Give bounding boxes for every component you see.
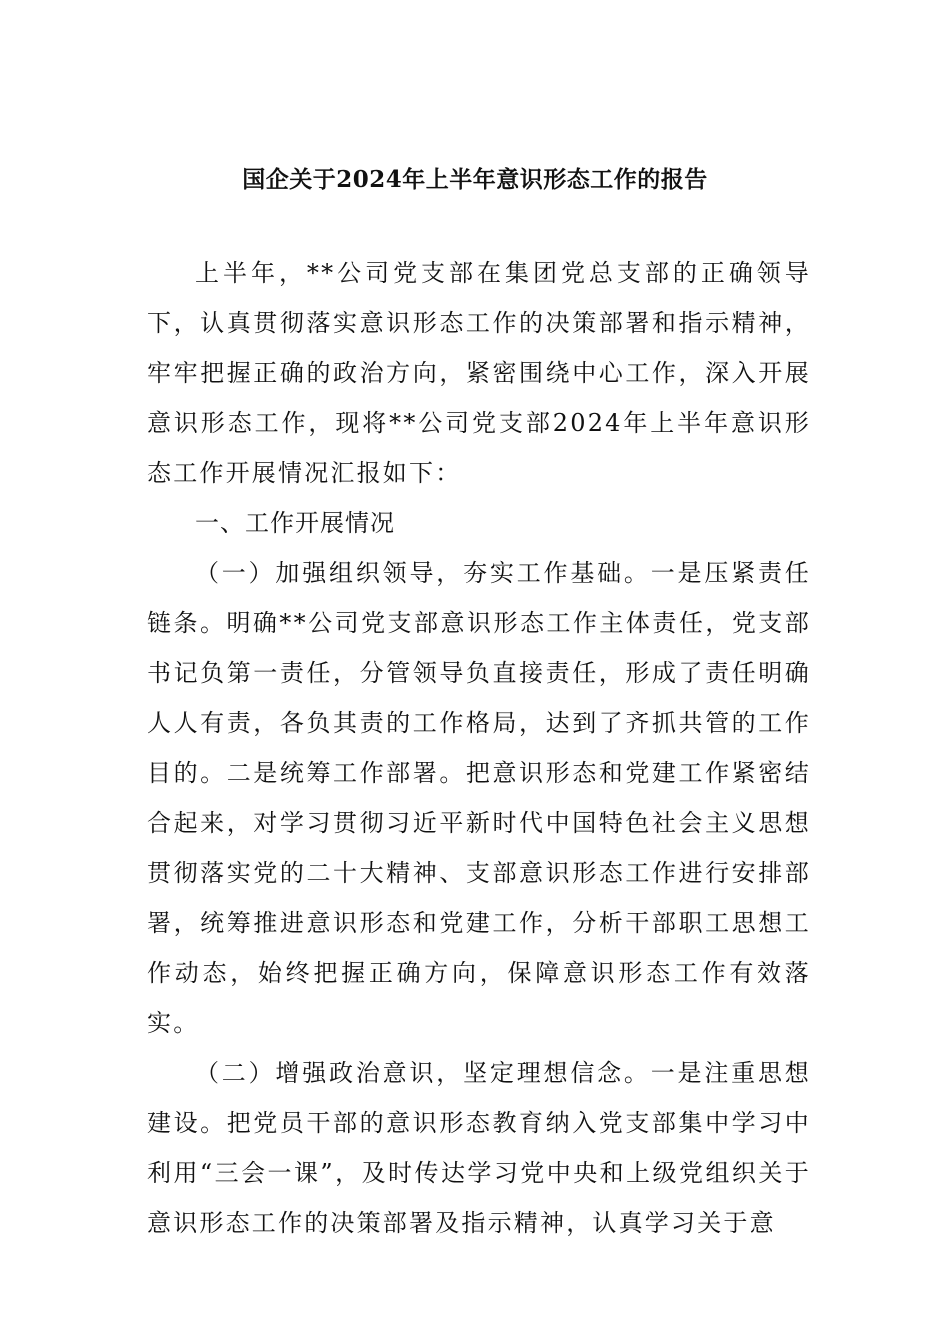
document-title: 国企关于2024年上半年意识形态工作的报告 [242, 166, 708, 193]
intro-paragraph: 上半年，**公司党支部在集团党总支部的正确领导下，认真贯彻落实意识形态工作的决策部署和指示精神，牢牢把握正确的政治方向，紧密围绕中心工作，深入开展意识形态工作，现将**公司党支部2024年上半年意识形态工作开展情况汇报如下： [147, 259, 811, 487]
document-body [147, 248, 811, 1248]
section-heading-work-status: 一、工作开展情况 [195, 509, 395, 537]
subsection-paragraph-1: （一）加强组织领导，夯实工作基础。一是压紧责任链条。明确**公司党支部意识形态工作主体责任，党支部书记负第一责任，分管领导负直接责任，形成了责任明确人人有责，各负其责的工作格局，达到了齐抓共管的工作目的。二是统筹工作部署。把意识形态和党建工作紧密结合起来，对学习贯彻习近平新时代中国特色社会主义思想贯彻落实党的二十大精神、支部意识形态工作进行安排部署，统筹推进意识形态和党建工作，分析干部职工思想工作动态，始终把握正确方向，保障意识形态工作有效落实。 [147, 559, 811, 1037]
subsection-paragraph-2: （二）增强政治意识，坚定理想信念。一是注重思想建设。把党员干部的意识形态教育纳入党支部集中学习中利用“三会一课”，及时传达学习党中央和上级党组织关于意识形态工作的决策部署及指示精神，认真学习关于意 [147, 1059, 811, 1237]
